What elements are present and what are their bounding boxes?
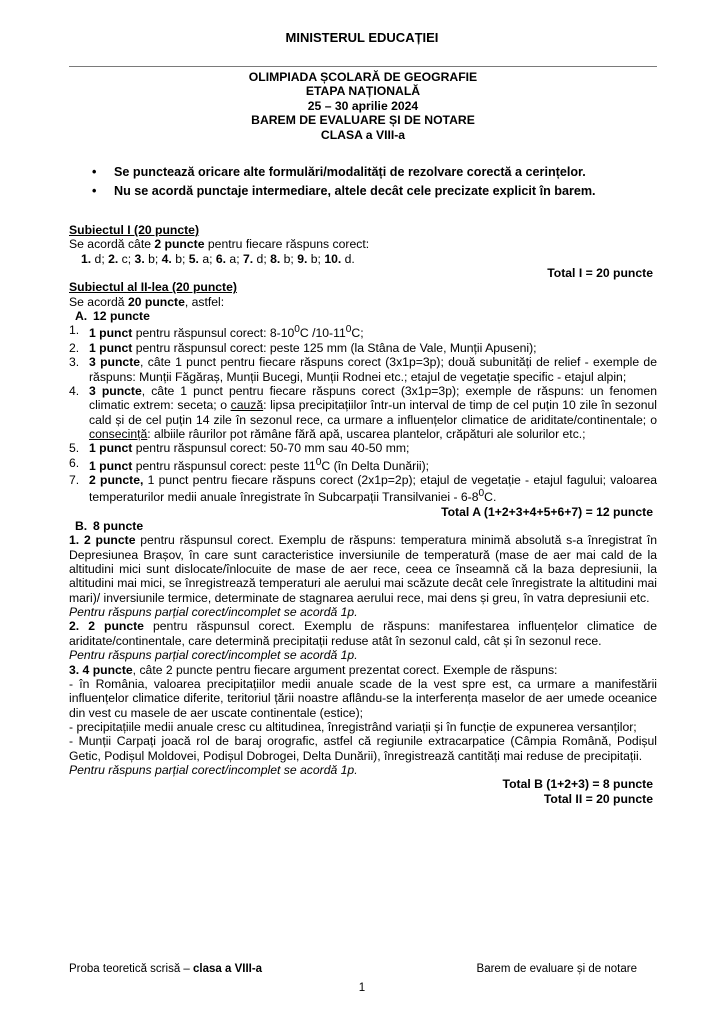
item-text: pentru răspunsul corect: peste 125 mm (la Stâna de Vale, Munții Apuseni); — [132, 340, 537, 355]
intro-text: Se acordă câte — [69, 237, 155, 252]
answer-value: a; — [198, 251, 216, 266]
part-a-item — [69, 384, 657, 441]
item-text: C. — [484, 490, 497, 505]
subject-2-total: Total II = 20 puncte — [543, 791, 653, 806]
item-number: 6. — [69, 455, 80, 470]
answer-number: 10. — [324, 251, 342, 266]
item-points: . 4 puncte — [75, 662, 133, 677]
partial-note: Pentru răspuns parțial corect/incomplet se acordă 1p. — [69, 648, 358, 663]
stage-title: ETAPA NAȚIONALĂ — [305, 84, 421, 99]
partial-note: Pentru răspuns parțial corect/incomplet se acordă 1p. — [69, 762, 358, 777]
item-number: 1 — [69, 533, 76, 548]
answer-number: 5. — [188, 251, 199, 266]
footer-text: Proba teoretică scrisă – — [69, 963, 194, 975]
item-points: 3 puncte — [89, 355, 141, 370]
part-letter: B. — [75, 519, 88, 534]
date-line: 25 – 30 aprilie 2024 — [307, 98, 419, 113]
item-text: pentru răspunsul corect: 8-10 — [132, 326, 295, 341]
answer-number: 8. — [270, 251, 281, 266]
intro-points: 20 puncte — [127, 294, 185, 309]
item-points: 1 punct — [89, 340, 133, 355]
page-number: 1 — [358, 982, 366, 994]
subject-2-intro — [69, 295, 657, 309]
answer-value: a; — [226, 251, 243, 266]
part-a-item — [69, 341, 657, 355]
answer-number: 7. — [242, 251, 254, 266]
answer-value: d; — [91, 251, 109, 266]
item-keyword: consecință — [89, 426, 148, 441]
answer-value: b; — [144, 251, 162, 266]
item-number: 7. — [69, 472, 80, 487]
item-text: pentru răspunsul corect: 50-70 mm sau 40-50 mm; — [132, 441, 410, 456]
answer-number: 2. — [108, 251, 119, 266]
answer-number: 9. — [297, 251, 308, 266]
item-text: , câte 1 punct pentru fiecare răspuns corect (3x1p=3p); exemple de răspuns: un fenomen climatic extrem: seceta; o — [89, 383, 657, 413]
item-text: pentru răspunsul corect: peste 11 — [132, 458, 316, 473]
note-item: • Se punctează oricare alte formulări/modalități de rezolvare corectă a cerințelor. — [92, 163, 692, 182]
note-item: • Nu se acordă punctaje intermediare, altele decât cele precizate explicit în barem. — [92, 182, 692, 201]
degree-sup: 0 — [294, 324, 300, 336]
answer-value: b; — [280, 251, 298, 266]
answer-value: c; — [118, 251, 135, 266]
part-a-total: Total A (1+2+3+4+5+6+7) = 12 puncte — [441, 504, 653, 519]
part-a-heading — [69, 309, 657, 323]
subject-1-intro — [69, 237, 657, 251]
item-number: 4. — [69, 383, 80, 398]
part-a-item — [69, 441, 657, 455]
answer-value: d. — [341, 251, 355, 266]
example-answer: - în România, valoarea precipitațiilor medii anuale scade de la vest spre est, ca urmare a manifestării influențelor climatice diferite, teritoriul țării noastre aflându-se la interferența maselor de aer umede oceanice din vest cu masele de aer uscate continentale (estice); — [69, 676, 657, 720]
answer-number: 3. — [134, 251, 145, 266]
ministry-header: MINISTERUL EDUCAȚIEI — [285, 30, 439, 45]
item-points: . 2 puncte — [75, 619, 144, 634]
intro-points: 2 puncte — [154, 237, 205, 252]
footer-right: Barem de evaluare și de notare — [476, 963, 637, 975]
subject-1-answers — [69, 252, 657, 266]
barem-content — [69, 223, 657, 806]
answer-value: b; — [307, 251, 325, 266]
item-text: C; — [351, 326, 364, 341]
item-points: 2 puncte, — [89, 472, 144, 487]
part-letter: A. — [75, 309, 88, 324]
intro-text: , astfel: — [184, 294, 225, 309]
item-text: C /10-11 — [299, 326, 346, 341]
part-b-heading — [69, 519, 657, 533]
subject-2-heading: Subiectul al II-lea (20 puncte) — [69, 280, 237, 295]
subject-1-total: Total I = 20 puncte — [547, 266, 653, 281]
answer-number: 4. — [161, 251, 172, 266]
item-number: 2 — [69, 619, 76, 634]
document-title-block — [69, 70, 657, 142]
degree-sup: 0 — [315, 456, 322, 468]
header-divider — [69, 66, 657, 67]
partial-note: Pentru răspuns parțial corect/incomplet se acordă 1p. — [69, 605, 358, 620]
part-b-total: Total B (1+2+3) = 8 puncte — [502, 777, 653, 792]
item-keyword: cauză — [230, 398, 264, 413]
intro-text: Se acordă — [69, 294, 128, 309]
item-text: pentru răspunsul corect. Exemplu de răspuns: temperatura minimă absolută s-a înregistrat în Depresiunea Brașov, în care sunt caracteristice inversiunile de temperatură (mase de aer mai cald de la altitudini mici sunt dislocate/înlocuite de mase de aer rece, ceea ce înseamnă că la baza depresiunii, la altitudini mai mici, se înregistrează temperaturi ale aerului mai scăzute decât cele înregistrate la altitudini mai mari)/ inversiunile termice, determinate de stagnarea aerului rece, mai dens și greu, în vatra depresiunii etc. — [69, 533, 657, 605]
item-text: : lipsa precipitațiilor într-un interval de timp de cel puțin 10 zile în sezonul cald și de cel puțin 14 zile în sezonul rece, ca urmare a influențelor climatice de ariditate/continentale; o — [89, 398, 657, 427]
item-points: 1 punct — [89, 458, 133, 473]
answer-number: 6. — [215, 251, 227, 266]
part-b-item — [69, 533, 657, 605]
item-text: 1 punct pentru fiecare răspuns corect (2x1p=2p); etajul de vegetație - etajul fagului; valoarea temperaturilor medii anuale înregistrate în Subcarpații Transilvaniei - 6-8 — [89, 472, 658, 505]
footer-class: clasa a VIII-a — [193, 963, 263, 975]
item-points: 1 punct — [89, 441, 133, 456]
intro-text: pentru fiecare răspuns corect: — [204, 237, 370, 252]
item-points: 1 punct — [89, 326, 133, 341]
part-b-item — [69, 663, 657, 677]
general-notes — [92, 163, 692, 201]
item-number: 3. — [69, 355, 80, 370]
item-points: . 2 puncte — [75, 533, 136, 548]
part-title: 8 puncte — [93, 519, 144, 534]
example-answer: - Munții Carpați joacă rol de baraj orografic, astfel că regiunile extracarpatice (Câmpia Română, Podișul Getic, Podișul Moldovei, Podișul Dobrogei, Delta Dunării), înregistrează cantități mai reduse de precipitații. — [69, 734, 657, 763]
answer-value: b; — [171, 251, 189, 266]
degree-sup: 0 — [345, 324, 352, 336]
degree-sup: 0 — [478, 488, 485, 500]
item-text: C (în Delta Dunării); — [321, 458, 430, 473]
item-text: , câte 1 punct pentru fiecare răspuns corect (3x1p=3p); două subunități de relief - exemple de răspuns: Munții Făgăraș, Munții Bucegi, Munții Rodnei etc.; etajul de vegetație specific - etajul alpin; — [89, 355, 657, 384]
class-title: CLASA a VIII-a — [320, 127, 406, 142]
footer-left — [69, 963, 262, 975]
item-points: 3 puncte — [89, 383, 142, 398]
item-text: pentru răspunsul corect. Exemplu de răspuns: manifestarea influențelor climatice de ariditate/continentale, care determină precipitații reduse atât în sezonul cald, cât și în sezonul rece. — [69, 619, 658, 648]
item-number: 3 — [69, 662, 76, 677]
part-a-item — [69, 456, 657, 473]
part-title: 12 puncte — [93, 309, 150, 324]
answer-number: 1. — [81, 251, 92, 266]
part-a-item — [69, 323, 657, 340]
item-number: 1. — [69, 323, 80, 338]
answer-value: d; — [253, 251, 271, 266]
barem-title: BAREM DE EVALUARE ȘI DE NOTARE — [251, 113, 475, 128]
example-answer: - precipitațiile medii anuale cresc cu altitudinea, înregistrând variații și în funcție de expunerea versanților; — [69, 719, 637, 734]
item-text: , câte 2 puncte pentru fiecare argument prezentat corect. Exemple de răspuns: — [132, 662, 558, 677]
part-b-item — [69, 619, 657, 648]
olympiad-title: OLIMPIADA ȘCOLARĂ DE GEOGRAFIE — [248, 70, 478, 84]
item-number: 5. — [69, 441, 80, 456]
part-a-item — [69, 355, 657, 384]
part-a-item — [69, 473, 657, 505]
item-number: 2. — [69, 340, 80, 355]
item-text: : albiile râurilor pot rămâne fără apă, uscarea plantelor, crăpături ale solurilor etc.; — [147, 426, 586, 441]
subject-1-heading: Subiectul I (20 puncte) — [69, 223, 200, 237]
